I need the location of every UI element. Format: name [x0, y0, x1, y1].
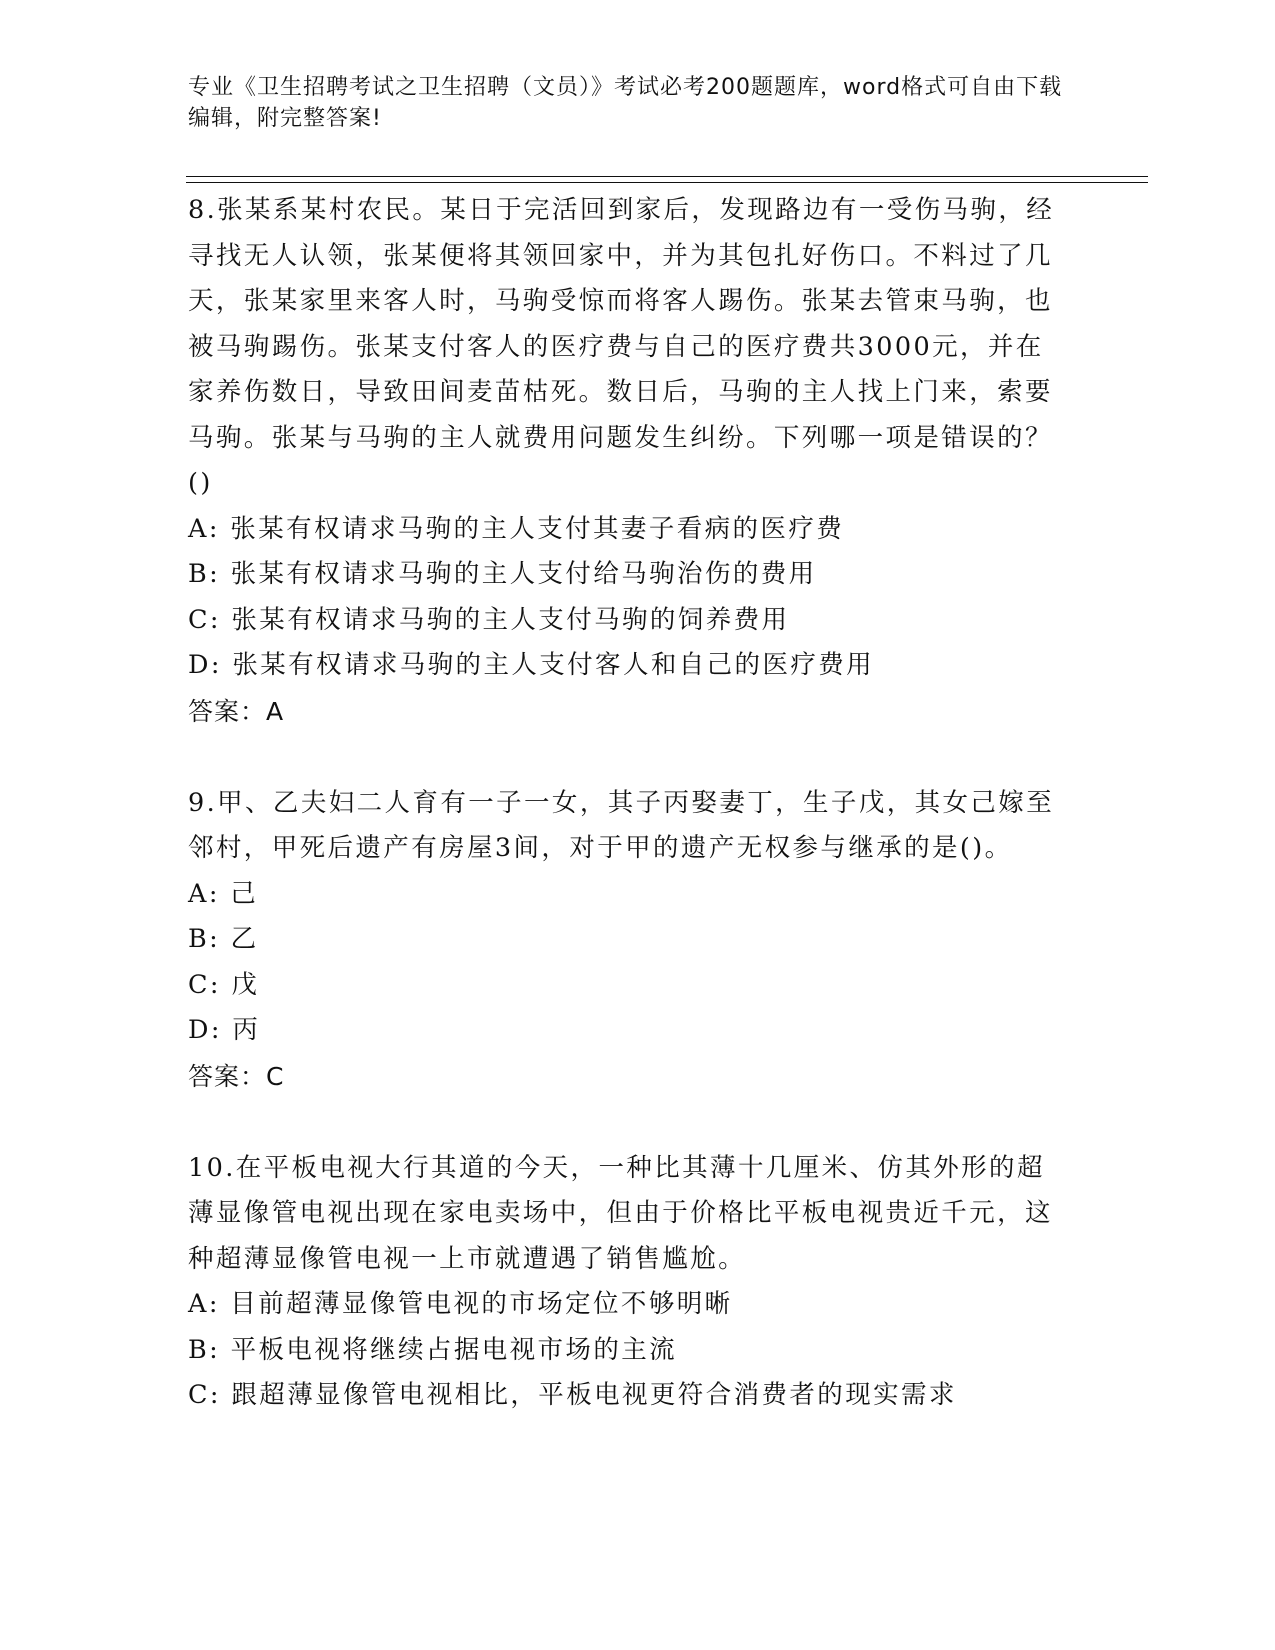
option-a: A: 己 [188, 878, 259, 909]
answer-label: 答案：A [188, 696, 285, 726]
header-text: 专业《卫生招聘考试之卫生招聘（文员）》考试必考200题题库，word格式可自由下载编辑，附完整答案! [188, 75, 1063, 131]
option-a: A: 目前超薄显像管电视的市场定位不够明晰 [188, 1289, 733, 1319]
header-divider-bottom [186, 182, 1148, 183]
answer-label: 答案：C [188, 1061, 285, 1091]
question-stem: 10.在平板电视大行其道的今天，一种比其薄十几厘米、仿其外形的超薄显像管电视出现在家电卖场中，但由于价格比平板电视贵近千元，这种超薄显像管电视一上市就遭遇了销售尴尬。 [188, 1152, 1053, 1274]
option-a: A: 张某有权请求马驹的主人支付其妻子看病的医疗费 [188, 513, 845, 544]
option-b: B: 乙 [188, 924, 259, 954]
question-list [188, 188, 1068, 1465]
option-b: B: 平板电视将继续占据电视市场的主流 [188, 1334, 678, 1365]
question-8 [188, 188, 1068, 735]
question-9 [188, 781, 1068, 1100]
option-c: C: 戊 [188, 969, 260, 1000]
option-c: C: 张某有权请求马驹的主人支付马驹的饲养费用 [188, 604, 790, 635]
header-divider-top [186, 176, 1148, 177]
question-stem: 8.张某系某村农民。某日于完活回到家后，发现路边有一受伤马驹，经寻找无人认领，张某便将其领回家中，并为其包扎好伤口。不料过了几天，张某家里来客人时，马驹受惊而将客人踢伤。张某去管束马驹，也被马驹踢伤。张某支付客人的医疗费与自己的医疗费共3000元，并在家养伤数日，导致田间麦苗枯死。数日后，马驹的主人找上门来，索要马驹。张某与马驹的主人就费用问题发生纠纷。下列哪一项是错误的？() [188, 195, 1055, 498]
question-stem: 9.甲、乙夫妇二人育有一子一女，其子丙娶妻丁，生子戊，其女己嫁至邻村，甲死后遗产有房屋3间，对于甲的遗产无权参与继承的是()。 [188, 787, 1055, 863]
option-b: B: 张某有权请求马驹的主人支付给马驹治伤的费用 [188, 559, 817, 589]
option-c: C: 跟超薄显像管电视相比，平板电视更符合消费者的现实需求 [188, 1380, 957, 1410]
question-10 [188, 1146, 1068, 1419]
option-d: D: 丙 [188, 1015, 261, 1045]
page-header [188, 72, 1068, 134]
option-d: D: 张某有权请求马驹的主人支付客人和自己的医疗费用 [188, 650, 875, 680]
